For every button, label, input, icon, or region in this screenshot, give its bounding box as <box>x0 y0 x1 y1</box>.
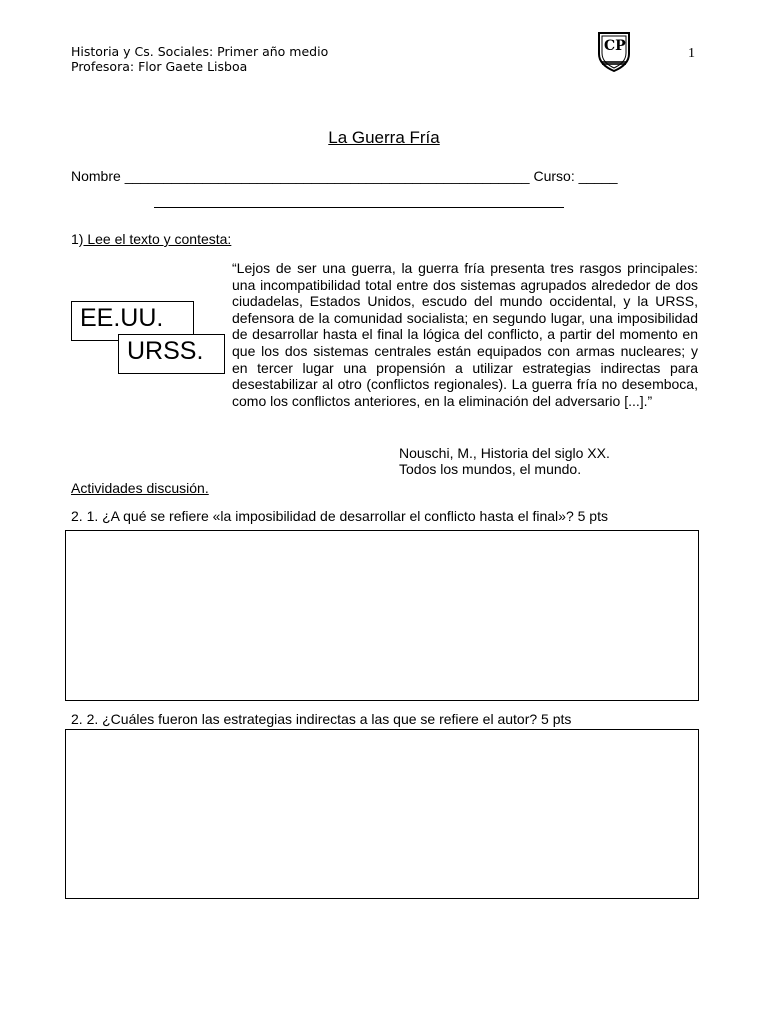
document-title: La Guerra Fría <box>328 128 440 147</box>
quote-source-line-1: Nouschi, M., Historia del siglo XX. <box>399 445 610 461</box>
label-us: EE.UU. <box>71 301 194 341</box>
section-instruction: Lee el texto y contesta: <box>83 231 232 247</box>
student-info-line <box>71 168 618 185</box>
course-label: Curso: <box>533 168 575 184</box>
course-subject: Historia y Cs. Sociales: Primer año medio <box>71 44 329 59</box>
question-2-1: 2. 1. ¿A qué se refiere «la imposibilidad de desarrollar el conflicto hasta el final»? 5 pts <box>71 508 608 524</box>
name-label: Nombre <box>71 168 121 184</box>
label-ussr: URSS. <box>118 334 225 374</box>
quote-source-line-2: Todos los mundos, el mundo. <box>399 461 582 477</box>
answer-box-2-1[interactable] <box>65 530 699 701</box>
question-2-2: 2. 2. ¿Cuáles fueron las estrategias indirectas a las que se refiere el autor? 5 pts <box>71 711 572 727</box>
logo-letters: CP <box>604 38 626 54</box>
section-1-instruction <box>71 231 231 248</box>
activities-heading: Actividades discusión. <box>71 480 209 496</box>
quote-text: “Lejos de ser una guerra, la guerra fría presenta tres rasgos principales: una incompatibilidad total entre dos sistemas agrupados alrededor de dos ciudadelas, Estados Unidos, escudo del mundo occidental, y la URSS, defensora de la comunidad socialista; en segundo lugar, una imposibilidad de desarrollar hasta el final la lógica del conflicto, a partir del momento en que los dos sistemas centrales están equipados con armas nucleares; y en tercer lugar una propensión a utilizar estrategias indirectas para desestabilizar al otro (conflictos regionales). La guerra fría no desemboca, como los conflictos anteriores, en la eliminación del adversario [...].” <box>232 260 698 409</box>
answer-box-2-2[interactable] <box>65 729 699 899</box>
page-number: 1 <box>688 46 695 61</box>
extra-name-line[interactable] <box>154 207 564 208</box>
name-blank[interactable]: ____________________________________________________ <box>124 168 530 184</box>
section-number: 1) <box>71 231 84 247</box>
teacher-name: Profesora: Flor Gaete Lisboa <box>71 59 248 74</box>
course-blank[interactable]: _____ <box>578 168 618 184</box>
school-crest-logo <box>596 30 632 72</box>
